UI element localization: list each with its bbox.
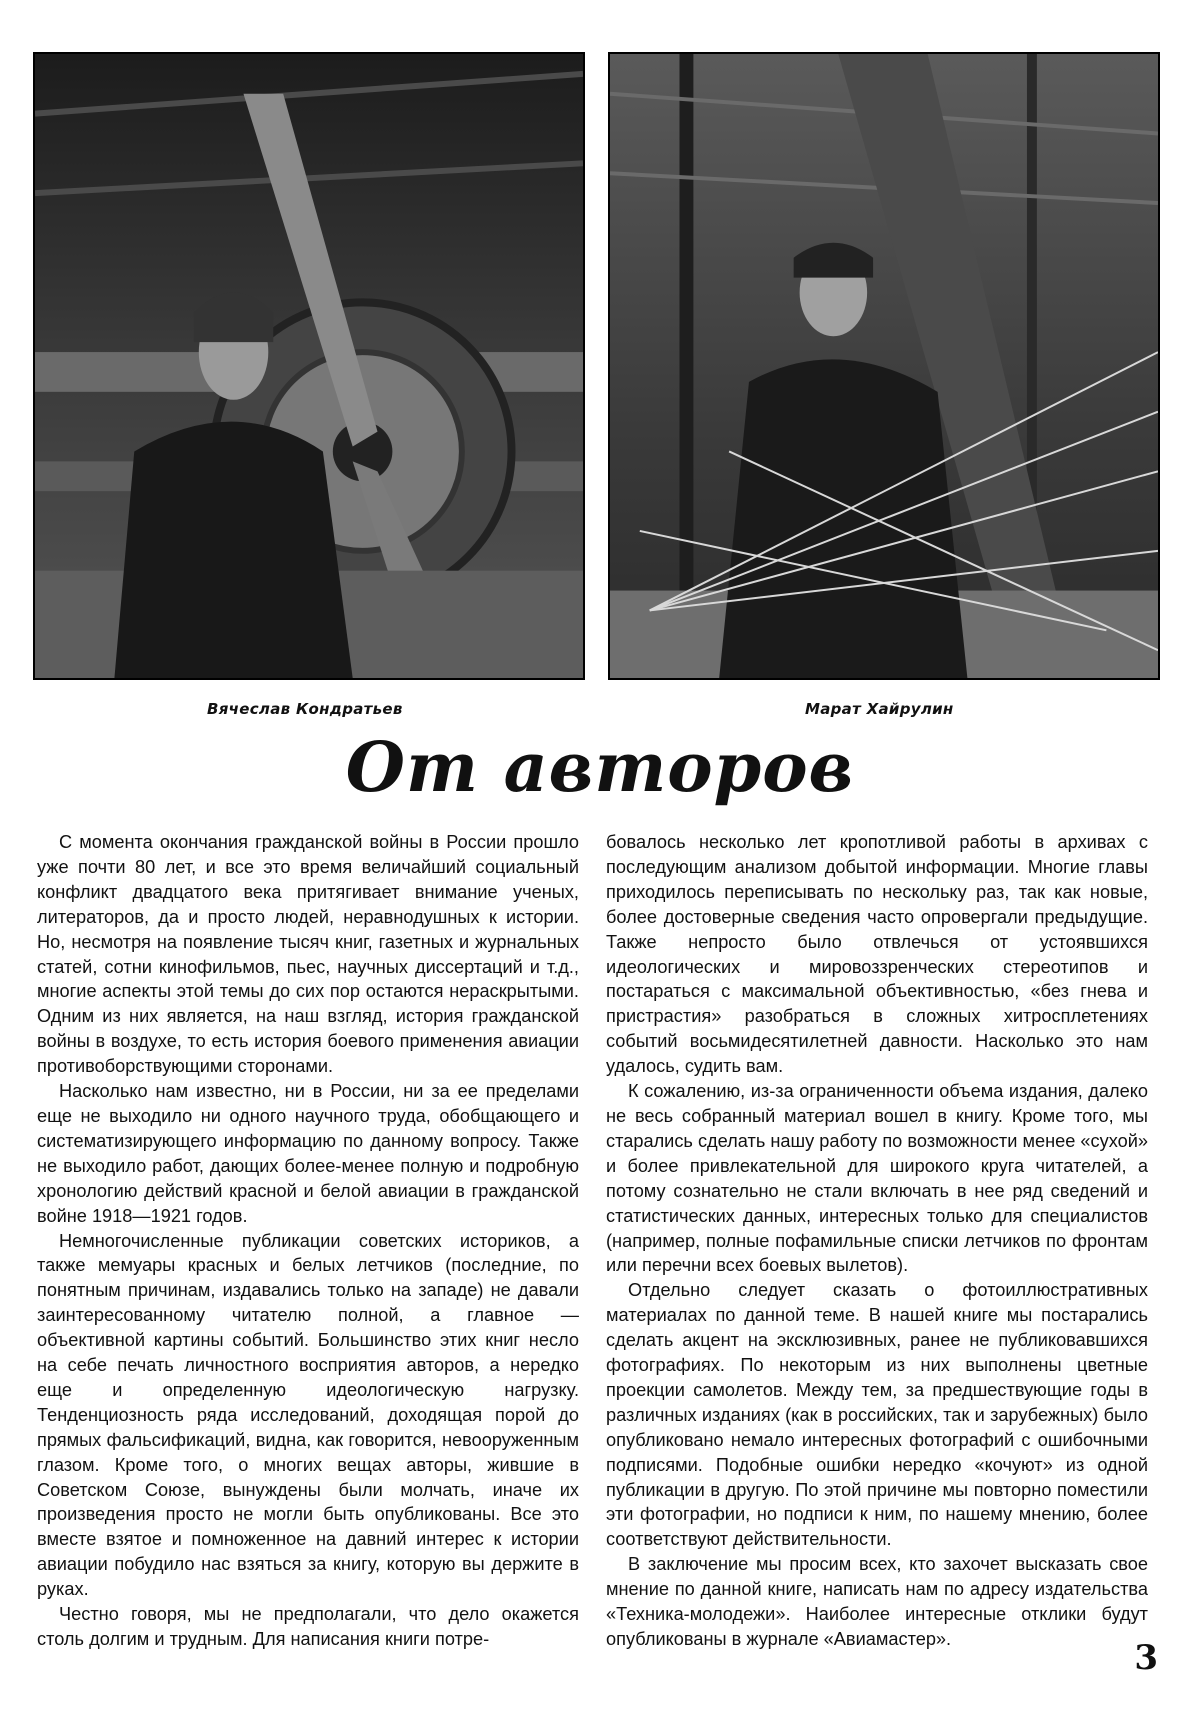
text-column-left <box>37 830 579 1652</box>
page-title: От авторов <box>345 728 855 808</box>
photo-kondratiev <box>33 52 585 680</box>
text-column-right <box>606 830 1148 1652</box>
page-number: 3 <box>1134 1638 1158 1678</box>
photo-kondratiev-image <box>35 54 583 678</box>
photo-khairulin <box>608 52 1160 680</box>
photo-khairulin-image <box>610 54 1158 678</box>
paragraph: К сожалению, из-за ограниченности объема издания, далеко не весь собранный материал вошел в книгу. Кроме того, мы старались сделать нашу работу по возможности менее «сухой» и более привлекательной для широкого круга читателей, а потому сознательно не стали включать в нее ряд сведений и статистических данных, интересных только для специалистов (например, полные пофамильные списки летчиков по фронтам или перечни всех боевых вылетов). <box>606 1081 1148 1276</box>
photo-caption-left: Вячеслав Кондратьев <box>207 700 403 718</box>
paragraph: С момента окончания гражданской войны в России прошло уже почти 80 лет, и все это время величайший социальный конфликт двадцатого века притягивает внимание ученых, литераторов, да и просто людей, неравнодушных к истории. Но, несмотря на появление тысяч книг, газетных и журнальных статей, сотни кинофильмов, пьес, научных диссертаций и т.д., многие аспекты этой темы до сих пор остаются нераскрытыми. Одним из них является, на наш взгляд, история гражданской войны в воздухе, то есть история боевого применения авиации противоборствующими сторонами. <box>37 832 579 1077</box>
paragraph: Честно говоря, мы не предполагали, что дело окажется столь долгим и трудным. Для написания книги потре- <box>37 1604 579 1649</box>
paragraph: В заключение мы просим всех, кто захочет высказать свое мнение по данной книге, написать нам по адресу издательства «Техника-молодежи». Наиболее интересные отклики будут опубликованы в журнале «Авиамастер». <box>606 1554 1148 1649</box>
paragraph: Насколько нам известно, ни в России, ни за ее пределами еще не выходило ни одного научного труда, обобщающего и систематизирующего информацию по данному вопросу. Также не выходило работ, дающих более-менее полную и подробную хронологию действий красной и белой авиации в гражданской войне 1918—1921 годов. <box>37 1081 579 1226</box>
paragraph-continued: бовалось несколько лет кропотливой работы в архивах с последующим анализом добытой информации. Многие главы приходилось переписывать по нескольку раз, так как новые, более достоверные сведения часто опровергали предыдущие. Также непросто было отвлечься от устоявшихся идеологических и мировоззренческих стереотипов и постараться с максимальной объективностью, «без гнева и пристрастия» разобраться в сложных хитросплетениях событий восьмидесятилетней давности. Насколько это нам удалось, судить вам. <box>606 832 1148 1077</box>
photo-caption-right: Марат Хайрулин <box>805 700 954 718</box>
paragraph: Немногочисленные публикации советских историков, а также мемуары красных и белых летчиков (последние, по понятным причинам, издавались только на западе) не давали заинтересованному читателю полной, а главное — объективной картины событий. Большинство этих книг несло на себе печать личностного восприятия авторов, а нередко еще и определенную идеологическую нагрузку. Тенденциозность ряда исследований, доходящая порой до прямых фальсификаций, видна, как говорится, невооруженным глазом. Кроме того, о многих вещах авторы, жившие в Советском Союзе, вынуждены были молчать, иначе их произведения просто не могли быть опубликованы. Все это вместе взятое и помноженное на давний интерес к истории авиации побудило нас взяться за книгу, которую вы держите в руках. <box>37 1230 579 1600</box>
paragraph: Отдельно следует сказать о фотоиллюстративных материалах по данной теме. В нашей книге мы постарались сделать акцент на эксклюзивных, ранее не публиковавшихся фотографиях. По некоторым из них выполнены цветные проекции самолетов. Между тем, за предшествующие годы в различных изданиях (как в российских, так и зарубежных) было опубликовано немало интересных фотографий с ошибочными подписями. Подобные ошибки нередко «кочуют» из одной публикации в другую. По этой причине мы повторно поместили эти фотографии, но подписи к ним, по нашему мнению, более соответствуют действительности. <box>606 1280 1148 1550</box>
